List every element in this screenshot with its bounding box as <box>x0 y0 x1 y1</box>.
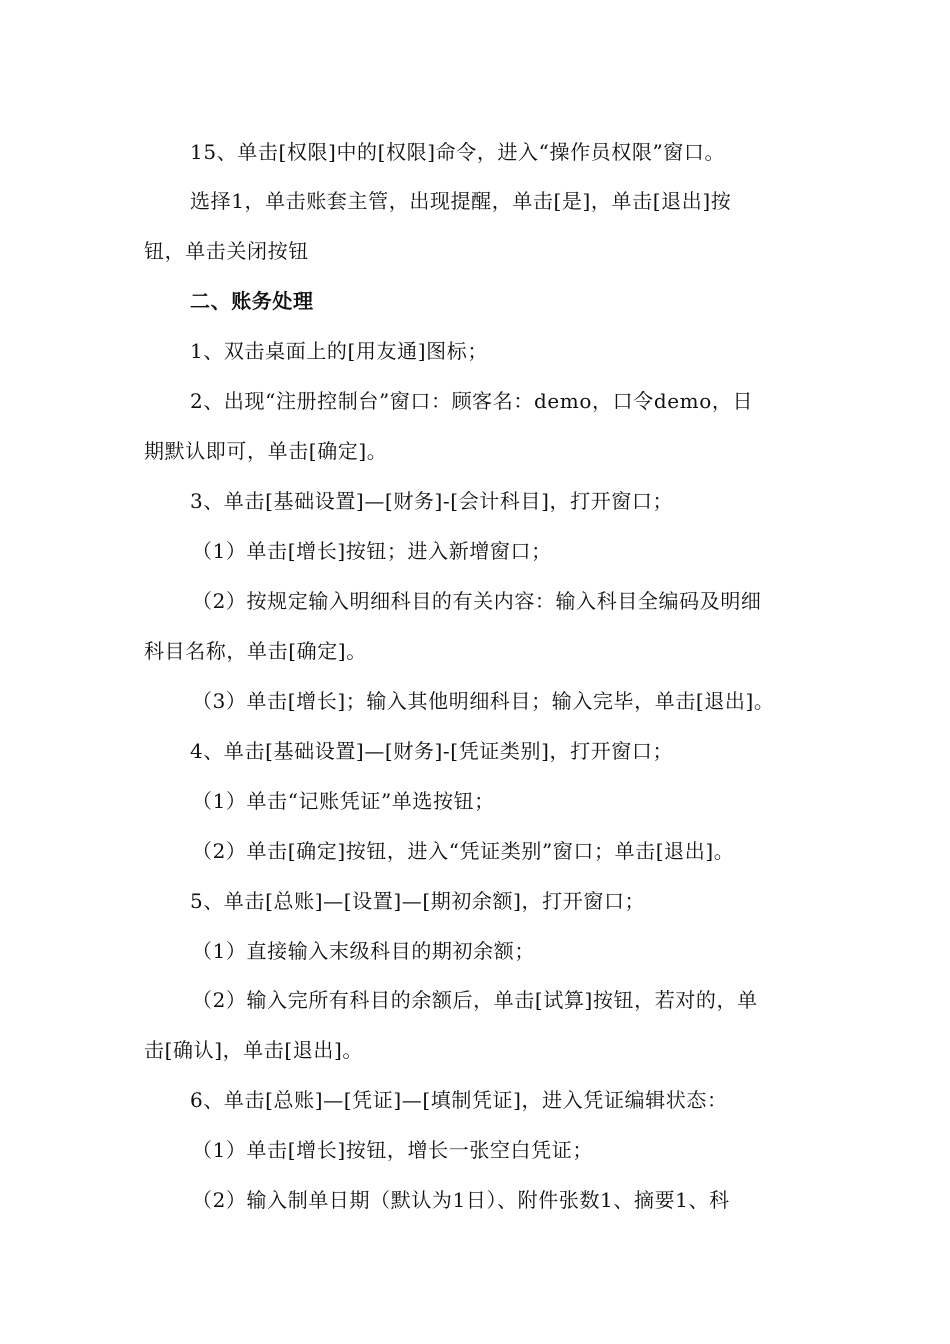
step-4-sub-1: （1）单击“记账凭证”单选按钮； <box>192 789 495 813</box>
step-5-sub-2: （2）输入完所有科目的余额后，单击[试算]按钮，若对的，单 <box>192 988 758 1012</box>
step-1-text: 1、双击桌面上的[用友通]图标； <box>190 339 488 363</box>
section-heading-accounting: 二、账务处理 <box>190 289 314 313</box>
step-2-continued: 期默认即可，单击[确定]。 <box>144 439 388 463</box>
step-5-text: 5、单击[总账]—[设置]—[期初余额]，打开窗口； <box>190 889 646 913</box>
step-2-text: 2、出现“注册控制台”窗口：顾客名：demo，口令demo，日 <box>190 389 754 413</box>
step-3-sub-3: （3）单击[增长]；输入其他明细科目；输入完毕，单击[退出]。 <box>192 689 775 713</box>
step-15-detail-text: 选择1，单击账套主管，出现提醒，单击[是]，单击[退出]按 <box>190 189 732 213</box>
step-4-text: 4、单击[基础设置]—[财务]-[凭证类别]，打开窗口； <box>190 739 674 763</box>
step-3-text: 3、单击[基础设置]—[财务]-[会计科目]，打开窗口； <box>190 489 674 513</box>
step-15-text: 15、单击[权限]中的[权限]命令，进入“操作员权限”窗口。 <box>190 140 726 164</box>
step-3-sub-2-continued: 科目名称，单击[确定]。 <box>144 639 367 663</box>
step-6-text: 6、单击[总账]—[凭证]—[填制凭证]，进入凭证编辑状态： <box>190 1088 728 1112</box>
step-3-sub-1: （1）单击[增长]按钮；进入新增窗口； <box>192 539 552 563</box>
step-15-detail-continued: 钮，单击关闭按钮 <box>144 239 309 263</box>
step-6-sub-1: （1）单击[增长]按钮，增长一张空白凭证； <box>192 1138 593 1162</box>
step-5-sub-2-continued: 击[确认]，单击[退出]。 <box>144 1038 364 1062</box>
step-3-sub-2: （2）按规定输入明细科目的有关内容：输入科目全编码及明细 <box>192 589 762 613</box>
step-6-sub-2: （2）输入制单日期（默认为1日）、附件张数1、摘要1、科 <box>192 1188 730 1212</box>
step-4-sub-2: （2）单击[确定]按钮，进入“凭证类别”窗口；单击[退出]。 <box>192 839 735 863</box>
step-5-sub-1: （1）直接输入末级科目的期初余额； <box>192 939 535 963</box>
